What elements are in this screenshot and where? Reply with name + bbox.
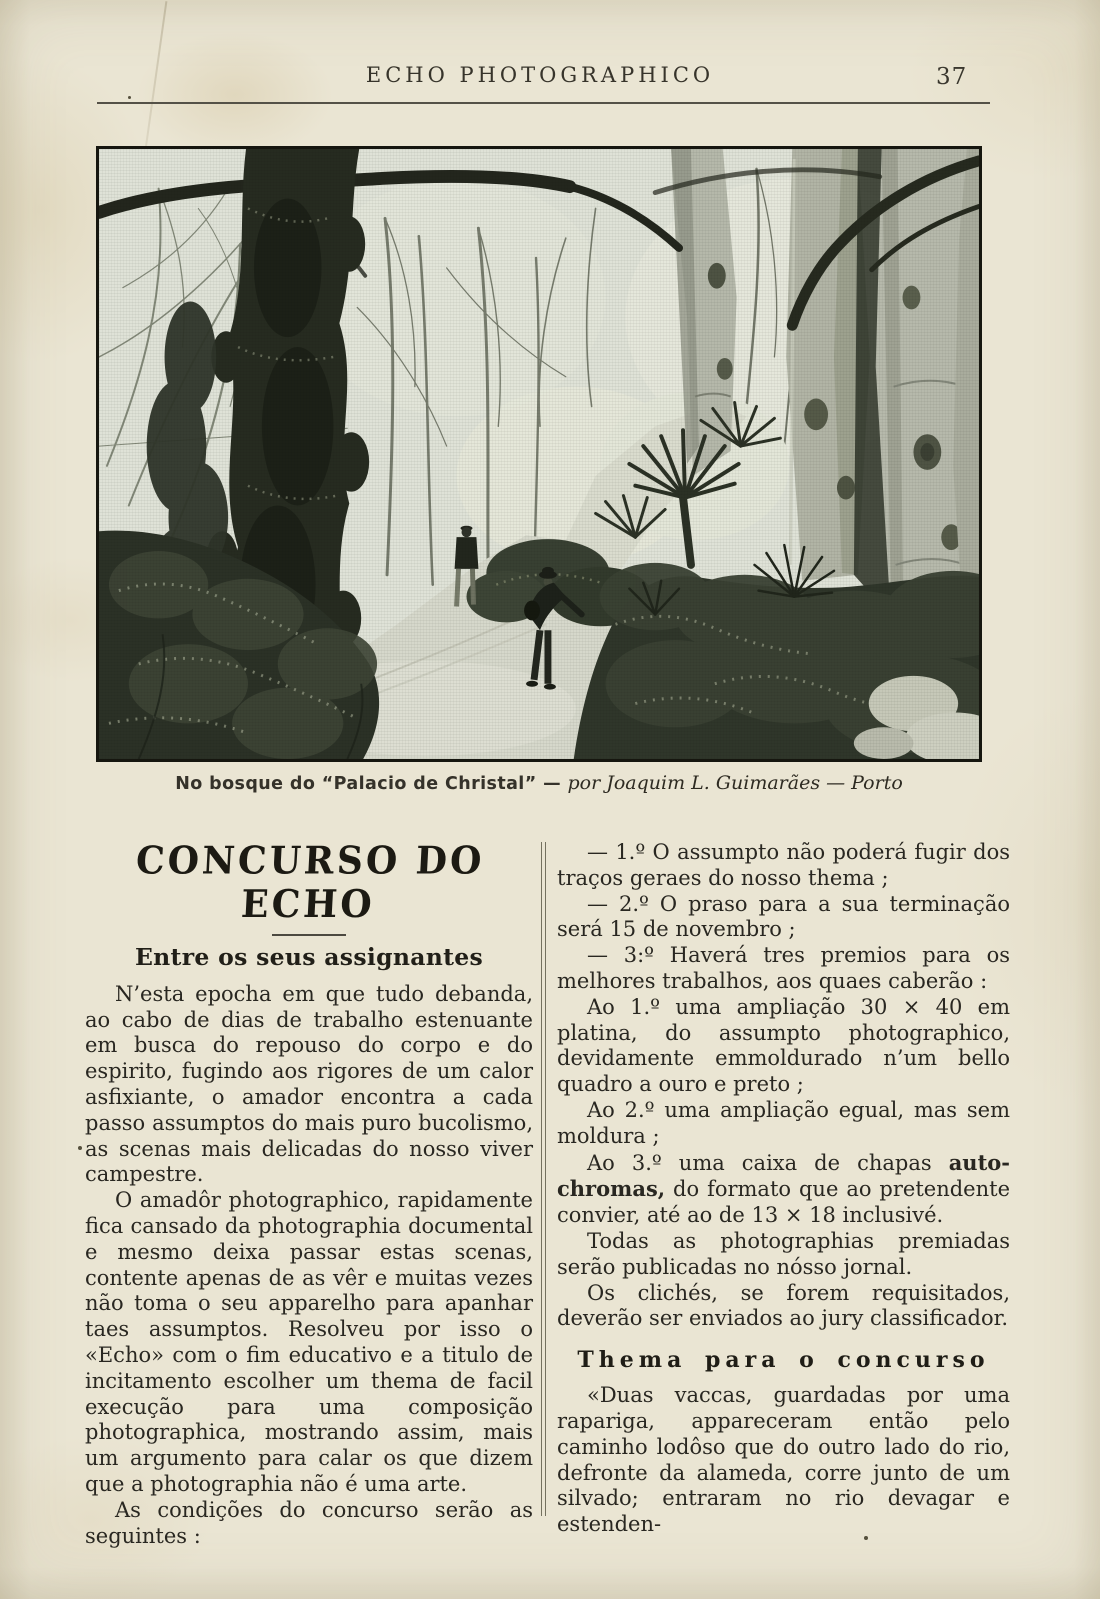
photo-illustration [99, 149, 979, 759]
prize-item: Ao 1.º uma ampliação 30 × 40 em platina, do assumpto photographico, devidamente emmoldurado n’um bello quadro a ouro e preto ; [557, 994, 1010, 1097]
photo [96, 146, 982, 762]
header-rule [97, 102, 990, 104]
prize-text: Ao 3.º uma caixa de chapas [587, 1150, 949, 1175]
paragraph: O amadôr photographico, rapidamente fica cansado da photographia documental e mesmo deixa passar estas scenas, contente apenas de as vêr e muitas vezes não toma o seu apparelho para apanhar taes assumptos. Resolveu por isso o «Echo» com o fim educativo e a titulo de incitamento escolher um thema de facil execução para uma composição photographica, mostrando assim, mais um argumento para calar os que dizem que a photographia não é uma arte. [85, 1188, 533, 1496]
prize-text: do formato que ao pretendente convier, até ao de 13 × 18 inclusivé. [557, 1177, 1010, 1228]
condition-item: — 2.º O praso para a sua terminação será 15 de novembro ; [557, 891, 1010, 942]
theme-heading: Thema para o concurso [577, 1347, 990, 1374]
note-paragraph: Todas as photographias premiadas serão publicadas no nósso jornal. [557, 1228, 1010, 1279]
article-body [85, 838, 1010, 1548]
right-column [557, 838, 1010, 1538]
page-title: ECHO PHOTOGRAPHICO [365, 63, 715, 87]
article-subtitle: Entre os seus assignantes [134, 942, 484, 971]
ink-speck [78, 1146, 82, 1150]
page-number: 37 [936, 64, 968, 90]
title-rule [272, 934, 346, 936]
prize-bold-text: auto-chromas, [557, 1149, 1010, 1202]
paragraph: As condições do concurso serão as seguintes : [85, 1497, 533, 1548]
column-divider [541, 842, 546, 1516]
condition-item: — 3:º Haverá tres premios para os melhores trabalhos, aos quaes caberão : [557, 943, 1010, 993]
condition-item: — 1.º O assumpto não poderá fugir dos traços geraes do nosso thema ; [557, 840, 1010, 890]
caption-credit: por Joaquim L. Guimarães — Porto [567, 772, 903, 794]
prize-item: Ao 2.º uma ampliação egual, mas sem moldura ; [557, 1097, 1010, 1148]
prize-item [557, 1150, 1010, 1229]
article-title: CONCURSO DO ECHO [134, 838, 486, 927]
caption-title: No bosque do “Palacio de Christal” — [175, 774, 568, 794]
left-column [85, 838, 533, 1549]
note-paragraph: Os clichés, se forem requisitados, deverão ser enviados ao jury classificador. [557, 1280, 1010, 1331]
photo-caption [96, 772, 982, 794]
theme-paragraph: «Duas vaccas, guardadas por uma rapariga, appareceram então pelo caminho lodôso que do outro lado do rio, defronte da alameda, corre junto de um silvado; entraram no rio devagar e estenden- [557, 1383, 1010, 1537]
paragraph: N’esta epocha em que tudo debanda, ao cabo de dias de trabalho estenuante em busca do repouso do corpo e do espirito, fugindo aos rigores de um calor asfixiante, o amador encontra a cada passo assumptos do mais puro bucolismo, as scenas mais delicadas do nosso viver campestre. [85, 981, 533, 1187]
ink-speck [128, 96, 131, 99]
